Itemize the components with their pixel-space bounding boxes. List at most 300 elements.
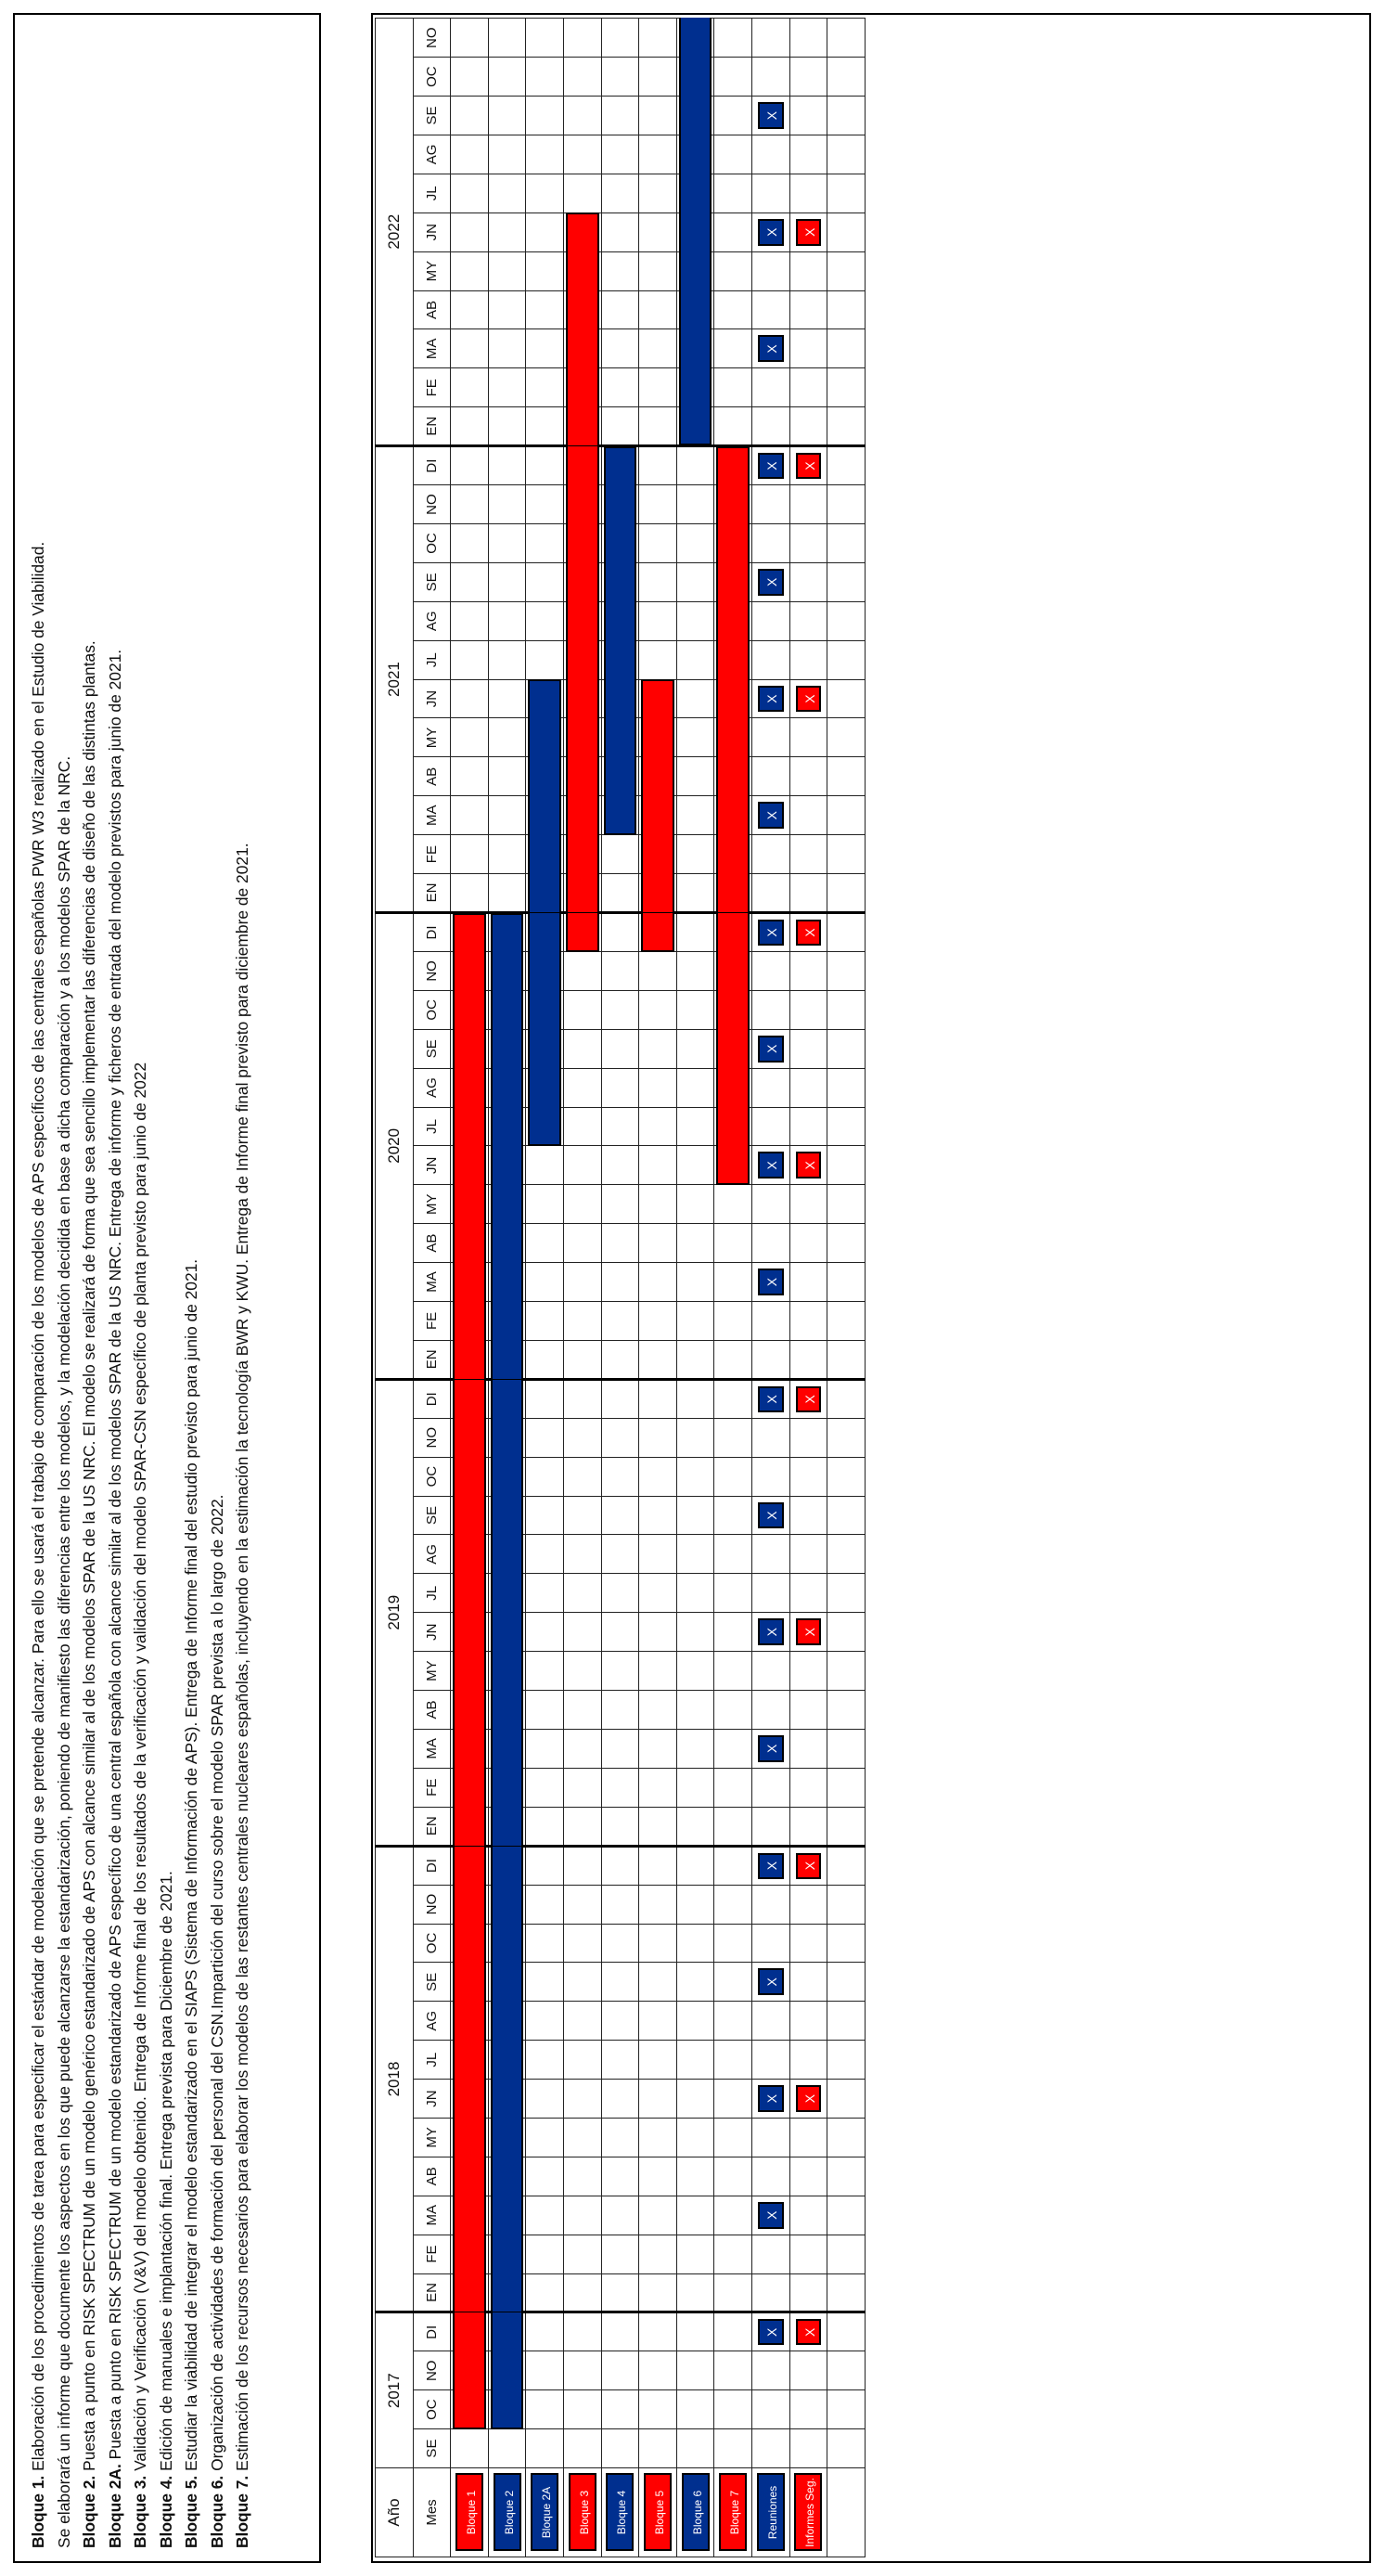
month-cell: AG bbox=[413, 1068, 451, 1107]
gantt-cell bbox=[789, 213, 827, 251]
month-cell: NO bbox=[413, 19, 451, 58]
gantt-cell bbox=[488, 524, 526, 563]
gantt-cell bbox=[563, 1379, 601, 1418]
gantt-cell bbox=[789, 2312, 827, 2351]
gantt-bar-segment bbox=[604, 756, 637, 796]
milestone-mark: X bbox=[796, 920, 822, 946]
gantt-cell bbox=[714, 912, 752, 951]
gantt-cell bbox=[451, 1729, 489, 1768]
gantt-cell bbox=[451, 1029, 489, 1068]
gantt-cell bbox=[451, 1963, 489, 2002]
gantt-cell bbox=[714, 1652, 752, 1691]
gantt-cell bbox=[601, 1107, 639, 1146]
gantt-cell bbox=[488, 2196, 526, 2235]
gantt-cell bbox=[488, 1379, 526, 1418]
legend-paragraph bbox=[52, 32, 78, 2548]
gantt-cell bbox=[451, 874, 489, 913]
gantt-row bbox=[827, 19, 866, 2557]
gantt-cell bbox=[451, 1263, 489, 1302]
month-cell: EN bbox=[413, 2273, 451, 2312]
gantt-cell bbox=[714, 2235, 752, 2273]
gantt-cell bbox=[827, 1885, 866, 1924]
gantt-cell bbox=[789, 2235, 827, 2273]
gantt-cell bbox=[639, 990, 677, 1029]
gantt-cell bbox=[451, 407, 489, 446]
legend-text-body: Validación y Verificación (V&V) del modelo obtenido. Entrega de Informe final de los resultados de la verificación y validación del modelo SPAR-CSN específico de planta previsto para junio de 2022 bbox=[131, 1062, 149, 2476]
gantt-cell bbox=[676, 368, 714, 407]
gantt-cell bbox=[488, 1263, 526, 1302]
gantt-cell bbox=[526, 2080, 564, 2119]
gantt-cell bbox=[451, 1613, 489, 1652]
gantt-cell bbox=[639, 601, 677, 640]
gantt-cell bbox=[563, 1224, 601, 1263]
gantt-cell bbox=[827, 1340, 866, 1379]
legend-paragraph bbox=[230, 32, 256, 2548]
gantt-cell bbox=[676, 2002, 714, 2041]
gantt-cell bbox=[601, 1652, 639, 1691]
gantt-cell bbox=[451, 1418, 489, 1457]
legend-text-body: Elaboración de los procedimientos de tarea para especificar el estándar de modelación que se pretende alcanzar. Para ello se usará el trabajo de comparación de los modelos de APS específicos de las centrales españolas PWR W3 realizado en el Estudio de Viabilidad. bbox=[29, 541, 47, 2476]
gantt-cell bbox=[676, 97, 714, 135]
milestone-mark: X bbox=[796, 453, 822, 479]
gantt-cell bbox=[676, 1768, 714, 1807]
gantt-cell bbox=[639, 2196, 677, 2235]
gantt-cell bbox=[526, 485, 564, 524]
month-cell: DI bbox=[413, 1379, 451, 1418]
gantt-cell bbox=[563, 58, 601, 97]
gantt-cell bbox=[488, 2351, 526, 2390]
gantt-bar-segment bbox=[491, 2235, 524, 2274]
gantt-cell bbox=[601, 990, 639, 1029]
gantt-cell bbox=[789, 835, 827, 874]
milestone-mark: X bbox=[758, 1036, 784, 1063]
gantt-bar-segment bbox=[453, 1612, 486, 1652]
gantt-cell bbox=[563, 329, 601, 368]
gantt-cell bbox=[563, 407, 601, 446]
month-cell: AG bbox=[413, 601, 451, 640]
gantt-cell bbox=[601, 1613, 639, 1652]
gantt-cell bbox=[714, 2429, 752, 2468]
gantt-cell bbox=[789, 2390, 827, 2429]
gantt-cell bbox=[789, 1340, 827, 1379]
gantt-cell bbox=[827, 329, 866, 368]
gantt-cell bbox=[526, 796, 564, 835]
gantt-cell bbox=[751, 835, 789, 874]
gantt-cell bbox=[601, 1263, 639, 1302]
gantt-cell bbox=[526, 951, 564, 990]
gantt-cell bbox=[827, 951, 866, 990]
row-label-cell bbox=[563, 2468, 601, 2557]
gantt-bar-segment bbox=[453, 951, 486, 991]
row-label: Bloque 3 bbox=[569, 2474, 596, 2552]
gantt-bar-segment bbox=[491, 1534, 524, 1574]
gantt-cell bbox=[488, 562, 526, 601]
gantt-cell bbox=[827, 1418, 866, 1457]
gantt-cell bbox=[676, 2390, 714, 2429]
gantt-cell bbox=[827, 524, 866, 563]
gantt-bar-segment bbox=[528, 1107, 561, 1147]
gantt-cell bbox=[751, 1224, 789, 1263]
gantt-cell bbox=[676, 2273, 714, 2312]
gantt-bar-segment bbox=[491, 2351, 524, 2390]
gantt-bar-segment bbox=[453, 2351, 486, 2390]
gantt-cell bbox=[526, 1652, 564, 1691]
gantt-cell bbox=[526, 2041, 564, 2080]
gantt-bar-segment bbox=[491, 1729, 524, 1769]
row-label: Bloque 5 bbox=[644, 2474, 672, 2552]
gantt-cell bbox=[563, 2429, 601, 2468]
gantt-cell bbox=[676, 1807, 714, 1846]
gantt-cell bbox=[488, 757, 526, 796]
gantt-bar-segment bbox=[453, 1184, 486, 1224]
gantt-cell bbox=[676, 951, 714, 990]
gantt-cell bbox=[676, 174, 714, 213]
gantt-cell bbox=[827, 1768, 866, 1807]
gantt-cell bbox=[789, 1496, 827, 1535]
gantt-cell bbox=[789, 640, 827, 679]
gantt-cell bbox=[451, 2118, 489, 2157]
gantt-cell bbox=[676, 1068, 714, 1107]
legend-panel bbox=[13, 13, 321, 2563]
gantt-cell bbox=[451, 679, 489, 718]
gantt-cell bbox=[563, 1068, 601, 1107]
gantt-cell bbox=[639, 2312, 677, 2351]
gantt-cell bbox=[827, 1301, 866, 1340]
gantt-cell bbox=[827, 835, 866, 874]
row-label-cell bbox=[751, 2468, 789, 2557]
gantt-cell bbox=[639, 1729, 677, 1768]
gantt-cell bbox=[526, 1691, 564, 1730]
gantt-cell bbox=[488, 213, 526, 251]
gantt-cell bbox=[526, 290, 564, 329]
gantt-cell bbox=[751, 1146, 789, 1185]
gantt-cell bbox=[601, 1885, 639, 1924]
gantt-cell bbox=[751, 1263, 789, 1302]
gantt-cell bbox=[601, 1574, 639, 1613]
gantt-cell bbox=[639, 1029, 677, 1068]
gantt-cell bbox=[563, 1963, 601, 2002]
gantt-cell bbox=[488, 19, 526, 58]
gantt-cell bbox=[639, 1613, 677, 1652]
gantt-cell bbox=[751, 446, 789, 485]
gantt-cell bbox=[639, 2041, 677, 2080]
gantt-cell bbox=[789, 329, 827, 368]
gantt-cell bbox=[526, 1379, 564, 1418]
gantt-bar-segment bbox=[716, 640, 750, 680]
month-cell: SE bbox=[413, 1496, 451, 1535]
gantt-cell bbox=[676, 1574, 714, 1613]
gantt-cell bbox=[789, 1807, 827, 1846]
gantt-bar-segment bbox=[716, 446, 750, 485]
gantt-cell bbox=[563, 251, 601, 290]
gantt-row bbox=[751, 19, 789, 2557]
gantt-cell bbox=[601, 97, 639, 135]
legend-text bbox=[17, 19, 265, 2561]
gantt-cell bbox=[714, 1846, 752, 1885]
gantt-cell bbox=[526, 601, 564, 640]
gantt-table bbox=[375, 18, 866, 2557]
gantt-cell bbox=[563, 1613, 601, 1652]
month-cell: JN bbox=[413, 2080, 451, 2119]
month-cell: OC bbox=[413, 1457, 451, 1496]
gantt-cell bbox=[714, 1029, 752, 1068]
gantt-cell bbox=[789, 1652, 827, 1691]
row-label-cell bbox=[789, 2468, 827, 2557]
gantt-bar-segment bbox=[641, 834, 674, 874]
gantt-cell bbox=[751, 1691, 789, 1730]
gantt-cell bbox=[827, 290, 866, 329]
gantt-cell bbox=[601, 2273, 639, 2312]
gantt-cell bbox=[789, 1924, 827, 1963]
gantt-cell bbox=[751, 368, 789, 407]
gantt-cell bbox=[676, 407, 714, 446]
gantt-cell bbox=[676, 679, 714, 718]
gantt-cell bbox=[676, 446, 714, 485]
gantt-cell bbox=[488, 1029, 526, 1068]
gantt-cell bbox=[451, 796, 489, 835]
month-cell: JN bbox=[413, 679, 451, 718]
gantt-cell bbox=[488, 58, 526, 97]
gantt-cell bbox=[789, 990, 827, 1029]
gantt-cell bbox=[563, 601, 601, 640]
legend-paragraph bbox=[103, 32, 129, 2548]
gantt-bar-segment bbox=[566, 406, 599, 445]
gantt-cell bbox=[789, 718, 827, 757]
gantt-cell bbox=[789, 1068, 827, 1107]
gantt-cell bbox=[601, 1768, 639, 1807]
gantt-cell bbox=[451, 524, 489, 563]
gantt-cell bbox=[827, 1457, 866, 1496]
gantt-cell bbox=[676, 1224, 714, 1263]
month-cell: FE bbox=[413, 835, 451, 874]
milestone-mark: X bbox=[758, 1269, 784, 1295]
gantt-bar-segment bbox=[641, 795, 674, 835]
gantt-bar-segment bbox=[453, 1380, 486, 1419]
gantt-bar-segment bbox=[716, 717, 750, 757]
gantt-cell bbox=[601, 1963, 639, 2002]
gantt-cell bbox=[563, 2041, 601, 2080]
gantt-cell bbox=[601, 19, 639, 58]
gantt-cell bbox=[676, 524, 714, 563]
gantt-cell bbox=[451, 1885, 489, 1924]
gantt-cell bbox=[789, 1379, 827, 1418]
gantt-cell bbox=[827, 1652, 866, 1691]
gantt-cell bbox=[563, 835, 601, 874]
gantt-bar-segment bbox=[491, 1924, 524, 1964]
gantt-bar-segment bbox=[528, 873, 561, 912]
month-cell: SE bbox=[413, 2429, 451, 2468]
month-cell: OC bbox=[413, 2390, 451, 2429]
gantt-cell bbox=[676, 1924, 714, 1963]
gantt-cell bbox=[676, 874, 714, 913]
gantt-cell bbox=[639, 2080, 677, 2119]
gantt-cell bbox=[601, 2157, 639, 2196]
gantt-cell bbox=[526, 1574, 564, 1613]
gantt-bar-segment bbox=[453, 1924, 486, 1964]
gantt-bar-segment bbox=[716, 913, 750, 952]
month-cell: FE bbox=[413, 2235, 451, 2273]
gantt-cell bbox=[714, 1301, 752, 1340]
gantt-bar-segment bbox=[491, 1457, 524, 1497]
gantt-cell bbox=[601, 1379, 639, 1418]
gantt-cell bbox=[563, 2118, 601, 2157]
gantt-bar-segment bbox=[716, 484, 750, 524]
gantt-cell bbox=[488, 1340, 526, 1379]
gantt-bar-segment bbox=[491, 1184, 524, 1224]
gantt-cell bbox=[488, 1496, 526, 1535]
gantt-cell bbox=[714, 640, 752, 679]
gantt-cell bbox=[451, 329, 489, 368]
month-row bbox=[413, 19, 451, 2557]
gantt-cell bbox=[563, 679, 601, 718]
gantt-cell bbox=[714, 2002, 752, 2041]
gantt-cell bbox=[789, 1885, 827, 1924]
gantt-cell bbox=[526, 58, 564, 97]
gantt-bar-segment bbox=[679, 328, 712, 368]
gantt-cell bbox=[639, 1496, 677, 1535]
gantt-cell bbox=[488, 796, 526, 835]
gantt-cell bbox=[789, 2041, 827, 2080]
gantt-cell bbox=[601, 174, 639, 213]
gantt-row bbox=[526, 19, 564, 2557]
month-cell: OC bbox=[413, 990, 451, 1029]
gantt-cell bbox=[789, 97, 827, 135]
gantt-cell bbox=[526, 640, 564, 679]
gantt-cell bbox=[639, 1846, 677, 1885]
gantt-bar-segment bbox=[491, 1380, 524, 1419]
gantt-cell bbox=[526, 2118, 564, 2157]
gantt-cell bbox=[714, 679, 752, 718]
gantt-cell bbox=[451, 1185, 489, 1224]
gantt-cell bbox=[526, 1768, 564, 1807]
gantt-cell bbox=[714, 524, 752, 563]
gantt-cell bbox=[563, 990, 601, 1029]
gantt-cell bbox=[676, 2429, 714, 2468]
gantt-bar-segment bbox=[566, 795, 599, 835]
gantt-cell bbox=[676, 1185, 714, 1224]
gantt-cell bbox=[676, 213, 714, 251]
gantt-bar-segment bbox=[491, 913, 524, 952]
gantt-cell bbox=[789, 1457, 827, 1496]
gantt-cell bbox=[601, 2390, 639, 2429]
gantt-cell bbox=[676, 1535, 714, 1574]
gantt-bar-segment bbox=[566, 213, 599, 252]
gantt-cell bbox=[451, 2196, 489, 2235]
month-cell: OC bbox=[413, 524, 451, 563]
gantt-cell bbox=[639, 1924, 677, 1963]
gantt-bar-segment bbox=[491, 1885, 524, 1925]
month-cell: NO bbox=[413, 2351, 451, 2390]
gantt-cell bbox=[827, 97, 866, 135]
gantt-cell bbox=[714, 757, 752, 796]
gantt-bar-segment bbox=[491, 990, 524, 1030]
gantt-cell bbox=[827, 251, 866, 290]
gantt-cell bbox=[676, 1146, 714, 1185]
year-cell: 2021 bbox=[376, 446, 414, 913]
gantt-cell bbox=[751, 874, 789, 913]
gantt-cell bbox=[563, 1263, 601, 1302]
milestone-mark: X bbox=[758, 1502, 784, 1529]
gantt-cell bbox=[526, 1224, 564, 1263]
gantt-cell bbox=[676, 640, 714, 679]
gantt-bar-segment bbox=[491, 1301, 524, 1341]
gantt-cell bbox=[676, 1496, 714, 1535]
month-cell: SE bbox=[413, 562, 451, 601]
gantt-cell bbox=[451, 2351, 489, 2390]
legend-rotated bbox=[17, 19, 317, 2561]
gantt-cell bbox=[676, 1729, 714, 1768]
month-cell: MY bbox=[413, 718, 451, 757]
month-cell: AG bbox=[413, 135, 451, 174]
gantt-cell bbox=[789, 2273, 827, 2312]
gantt-cell bbox=[676, 2157, 714, 2196]
gantt-cell bbox=[488, 1185, 526, 1224]
milestone-mark: X bbox=[758, 102, 784, 129]
gantt-cell bbox=[488, 97, 526, 135]
milestone-mark: X bbox=[758, 335, 784, 362]
month-cell: SE bbox=[413, 1963, 451, 2002]
gantt-cell bbox=[488, 912, 526, 951]
gantt-cell bbox=[526, 874, 564, 913]
gantt-cell bbox=[639, 2157, 677, 2196]
gantt-cell bbox=[451, 290, 489, 329]
gantt-cell bbox=[601, 368, 639, 407]
gantt-cell bbox=[789, 2002, 827, 2041]
gantt-cell bbox=[488, 835, 526, 874]
gantt-cell bbox=[789, 1963, 827, 2002]
gantt-cell bbox=[526, 2312, 564, 2351]
gantt-cell bbox=[714, 601, 752, 640]
gantt-cell bbox=[451, 1574, 489, 1613]
gantt-cell bbox=[789, 2118, 827, 2157]
gantt-cell bbox=[526, 2273, 564, 2312]
gantt-bar-segment bbox=[453, 1962, 486, 2002]
gantt-cell bbox=[451, 174, 489, 213]
gantt-cell bbox=[563, 718, 601, 757]
gantt-cell bbox=[714, 1729, 752, 1768]
gantt-cell bbox=[451, 58, 489, 97]
month-cell: AG bbox=[413, 2002, 451, 2041]
gantt-bar-segment bbox=[491, 1340, 524, 1379]
gantt-cell bbox=[451, 2157, 489, 2196]
gantt-cell bbox=[451, 835, 489, 874]
gantt-cell bbox=[526, 1029, 564, 1068]
gantt-cell bbox=[639, 524, 677, 563]
gantt-bar-segment bbox=[491, 2389, 524, 2429]
gantt-cell bbox=[639, 2273, 677, 2312]
gantt-rotated bbox=[373, 15, 1369, 2561]
milestone-mark: X bbox=[796, 2319, 822, 2345]
milestone-mark: X bbox=[796, 1152, 822, 1179]
gantt-cell bbox=[488, 1418, 526, 1457]
row-label-cell bbox=[714, 2468, 752, 2557]
gantt-row bbox=[789, 19, 827, 2557]
year-cell: 2018 bbox=[376, 1846, 414, 2312]
gantt-cell bbox=[676, 1691, 714, 1730]
gantt-cell bbox=[714, 19, 752, 58]
gantt-cell bbox=[488, 874, 526, 913]
gantt-cell bbox=[563, 1340, 601, 1379]
legend-label: Bloque 2. bbox=[80, 2475, 98, 2548]
gantt-cell bbox=[751, 1846, 789, 1885]
gantt-bar-segment bbox=[716, 756, 750, 796]
gantt-cell bbox=[526, 1185, 564, 1224]
gantt-cell bbox=[714, 485, 752, 524]
milestone-mark: X bbox=[796, 1853, 822, 1879]
gantt-cell bbox=[676, 1418, 714, 1457]
gantt-cell bbox=[827, 757, 866, 796]
gantt-bar-segment bbox=[679, 367, 712, 407]
